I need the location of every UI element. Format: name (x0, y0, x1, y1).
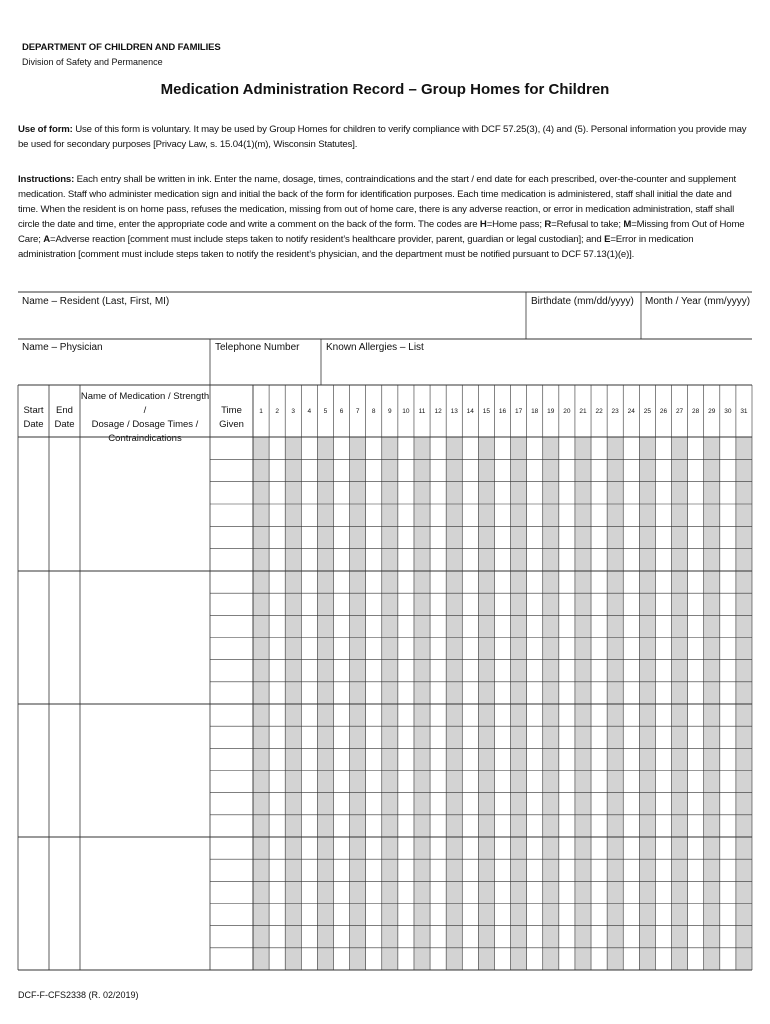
day-header-31: 31 (740, 408, 748, 415)
instructions-label: Instructions: (18, 174, 75, 185)
day-header-2: 2 (275, 408, 279, 415)
day-header-10: 10 (402, 408, 410, 415)
day-header-15: 15 (482, 408, 490, 415)
form-number: DCF-F-CFS2338 (R. 02/2019) (18, 990, 139, 1000)
telephone-field[interactable]: Telephone Number (215, 342, 300, 353)
medication-header-line2: Dosage / Dosage Times / (91, 419, 199, 430)
day-header-28: 28 (692, 408, 700, 415)
time-given-header-line2: Given (219, 419, 244, 430)
code-e: E (604, 234, 611, 245)
day-header-13: 13 (450, 408, 458, 415)
allergies-field[interactable]: Known Allergies – List (326, 342, 424, 353)
code-r: R (544, 219, 552, 230)
time-given-header-line1: Time (221, 405, 242, 416)
use-of-form-text: Use of this form is voluntary. It may be used by Group Homes for children to verify compliance with DCF 57.25(3), (4) and (5). Personal information you provide may be used for secondary purposes [Privacy Law, s. 15.04(1)(m), Wisconsin Statutes]. (18, 124, 747, 150)
physician-name-field[interactable]: Name – Physician (22, 342, 103, 353)
code-h-text: =Home pass; (486, 219, 545, 230)
use-of-form-label: Use of form: (18, 124, 73, 135)
day-header-4: 4 (307, 408, 312, 415)
medication-header-line3: Contraindications (108, 433, 182, 444)
day-header-9: 9 (388, 408, 392, 415)
code-m-text: =Missing from Out of Home Care; (18, 219, 745, 245)
day-header-27: 27 (675, 408, 684, 415)
day-header-25: 25 (643, 408, 651, 415)
resident-name-field[interactable]: Name – Resident (Last, First, MI) (22, 296, 170, 307)
day-header-19: 19 (547, 408, 555, 415)
day-header-16: 16 (498, 408, 507, 415)
start-date-header-line1: Start (23, 405, 44, 416)
code-a: A (43, 234, 51, 245)
day-header-11: 11 (418, 408, 426, 415)
code-m: M (623, 219, 632, 230)
day-header-7: 7 (355, 408, 360, 415)
instructions-text: Each entry shall be written in ink. Enter the name, dosage, times, contraindications and the start / end date for each prescribed, over-the-counter and supplement medication. Staff who administer medication sign and initial the back of the form for identification purposes. Each time medication is administered, staff shall initial the date and time. When the resident is on home pass, refuses the medication, missing from out of home care, there is any adverse reaction, or error in medication administration, staff shall circle the date and time, enter the appropriate code and write a comment on the back of the form. The codes are (18, 174, 737, 230)
code-a-text: =Adverse reaction [comment must include steps taken to notify resident’s healthcare provider, parent, guardian or legal custodian]; and (50, 234, 605, 245)
day-header-12: 12 (434, 408, 442, 415)
department-name: DEPARTMENT OF CHILDREN AND FAMILIES (22, 42, 221, 53)
day-header-18: 18 (531, 408, 539, 415)
division-name: Division of Safety and Permanence (22, 57, 163, 67)
birthdate-field[interactable]: Birthdate (mm/dd/yyyy) (531, 296, 634, 307)
day-header-20: 20 (563, 408, 571, 415)
code-h: H (479, 219, 487, 230)
code-e-text: =Error in medication administration [comment must include steps taken to notify the resident’s physician, and the department must be notified pursuant to DCF 57.13(1)(e)]. (18, 234, 694, 260)
day-header-26: 26 (659, 408, 668, 415)
day-header-29: 29 (708, 408, 716, 415)
day-header-30: 30 (724, 408, 732, 415)
day-header-14: 14 (466, 408, 474, 415)
month-year-field[interactable]: Month / Year (mm/yyyy) (645, 296, 751, 307)
day-header-24: 24 (627, 408, 635, 415)
day-header-5: 5 (323, 408, 328, 415)
day-header-23: 23 (611, 408, 619, 415)
code-r-text: =Refusal to take; (551, 219, 624, 230)
day-header-17: 17 (514, 408, 523, 415)
day-header-1: 1 (259, 408, 263, 415)
day-header-8: 8 (371, 408, 376, 415)
day-header-21: 21 (579, 408, 587, 415)
form-title: Medication Administration Record – Group Homes for Children (160, 81, 610, 98)
medication-header-line1: Name of Medication / Strength / (80, 391, 210, 416)
end-date-header-line1: End (56, 405, 73, 416)
end-date-header-line2: Date (54, 419, 75, 430)
day-header-6: 6 (339, 408, 344, 415)
day-header-22: 22 (595, 408, 603, 415)
day-header-3: 3 (291, 408, 296, 415)
start-date-header-line2: Date (23, 419, 44, 430)
